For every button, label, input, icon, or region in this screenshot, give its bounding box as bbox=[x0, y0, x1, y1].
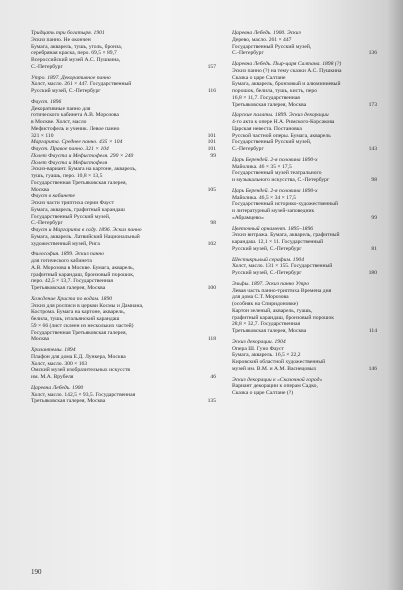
catalog-entry bbox=[31, 75, 216, 95]
entry-line: Государственная Третьяковская галерея, bbox=[31, 179, 127, 186]
entry-line: для дома С.Т. Морозова bbox=[232, 294, 289, 301]
entry-title: Царевна Лебедь. Пыр-царя Салтана. 1898 (?) bbox=[232, 61, 342, 67]
entry-title: Цветочный орнамент. 1895–1896 bbox=[232, 225, 314, 232]
entry-page-number: 102 bbox=[207, 240, 216, 247]
entry-title: Тридцать три богатыря. 1901 bbox=[31, 30, 105, 36]
entry-page-number: 98 bbox=[371, 177, 377, 183]
entry-page-number: 118 bbox=[207, 336, 216, 343]
entry-title: Фауст в кабинете bbox=[31, 193, 76, 200]
catalog-entry bbox=[232, 188, 377, 222]
entry-page-number: 173 bbox=[368, 101, 377, 108]
catalog-entry bbox=[31, 139, 216, 146]
catalog-entry bbox=[232, 226, 377, 253]
entry-line: Бумага, акварель, графитный карандаш bbox=[31, 206, 125, 213]
entry-page-number: 46 bbox=[210, 374, 216, 380]
entry-line: Третьяковская галерея, Москва bbox=[232, 328, 307, 334]
entry-line: (особняк на Спиридоновке) bbox=[232, 301, 298, 307]
entry-line: Русской частной оперы. Бумага, акварель bbox=[232, 132, 331, 139]
entry-line: Опера Ш. Гуно Фауст bbox=[232, 345, 284, 352]
entry-line: Холст, масло. 300 × 163 bbox=[31, 360, 88, 367]
entry-line: перо. 42,5 × 13,7. Государственная bbox=[31, 278, 113, 285]
entry-title: Царевна Лебедь. 1900. Эскиз bbox=[232, 30, 301, 36]
entry-page-number: 100 bbox=[207, 285, 216, 291]
entry-line: Русский музей, С.-Петербург bbox=[31, 88, 101, 94]
entry-line: Эскиз витража. Бумага, акварель, графитный bbox=[232, 232, 340, 239]
entry-line: Государственный музей театрального bbox=[232, 170, 322, 177]
entry-line: Декоративные панно для bbox=[31, 105, 91, 112]
entry-line: Картон зеленый, акварель, гуашь, bbox=[232, 307, 313, 314]
entry-line: графитный карандаш, бронзовый порошок, bbox=[31, 271, 135, 278]
catalog-entry bbox=[31, 296, 216, 343]
entry-line: Бумага, акварель. 16,5 × 22,2 bbox=[232, 352, 301, 359]
catalog-entry bbox=[31, 227, 216, 247]
entry-line: 59 × 66 (лист склеен из нескольких частей) bbox=[31, 322, 134, 329]
entry-line: Холст, масло. 142,5 × 93,5. Государственная bbox=[31, 391, 136, 398]
entry-title: Эльфы. 1897. Эскиз панно Утро bbox=[232, 280, 310, 287]
catalog-entry bbox=[232, 157, 377, 184]
entry-line: Эскиз части триптиха серии Фауст bbox=[31, 200, 115, 206]
entry-title: Фауст и Маргарита в саду. 1896. Эскиз панно bbox=[31, 227, 142, 233]
entry-title: Фауст. 1896 bbox=[31, 98, 62, 105]
entry-line: Бумага, акварель, тушь, уголь, бронза, bbox=[31, 43, 123, 50]
entry-line: им. М.А. Врубеля bbox=[31, 374, 74, 380]
catalog-entry bbox=[232, 61, 377, 108]
entry-line: Эскиз панно. Не окончен bbox=[31, 36, 91, 43]
catalog-entry bbox=[31, 347, 216, 381]
catalog-entry bbox=[232, 257, 377, 277]
entry-page-number: 143 bbox=[368, 146, 377, 152]
entry-line: и музыкального искусства, С.-Петербург bbox=[232, 177, 330, 183]
entry-title: Эскиз декорации. 1904 bbox=[232, 338, 286, 345]
entry-page-number: 180 bbox=[368, 270, 377, 276]
entry-line: Третьяковская галерея, Москва bbox=[31, 285, 106, 291]
entry-line: Государственная Третьяковская галерея, bbox=[31, 329, 127, 336]
left-column bbox=[31, 30, 216, 405]
entry-line: Третьяковская галерея, Москва bbox=[232, 101, 307, 108]
catalog-entry bbox=[31, 160, 216, 194]
entry-line: Всероссийский музей А.С. Пушкина, bbox=[31, 57, 121, 63]
right-column bbox=[232, 30, 377, 397]
entry-title: Шестикрылый серафим. 1904 bbox=[232, 256, 304, 263]
catalog-entry bbox=[31, 153, 216, 160]
entry-page-number: 98 bbox=[210, 220, 216, 227]
entry-line: музей им. В.М. и А.М. Васнецовых bbox=[232, 365, 317, 372]
entry-title: Хризантемы. 1894 bbox=[31, 347, 76, 353]
entry-page-number: 136 bbox=[368, 50, 377, 57]
entry-line: Бумага, акварель, бронзовый и алюминиевый bbox=[232, 81, 341, 88]
entry-page-number: 116 bbox=[207, 88, 216, 94]
entry-line: карандаш. 12,1 × 11. Государственный bbox=[232, 239, 324, 245]
entry-line: в Москве. Холст, масло bbox=[31, 119, 87, 125]
entry-line: Русский музей, С.-Петербург bbox=[232, 270, 302, 276]
entry-title: Маргарита. Среднее панно. 435 × 104 bbox=[31, 139, 123, 146]
entry-line: Эскиз панно (?) на тему сказки А.С. Пушкина bbox=[232, 67, 342, 74]
entry-line: порошок, белила, тушь, кисть, перо bbox=[232, 88, 317, 94]
entry-line: серебряная краска, перо. 69,5 × 89,7 bbox=[31, 50, 117, 57]
entry-line: Государственный Русский музей, bbox=[31, 213, 111, 220]
entry-line: А.В. Морозова в Москве. Бумага, акварель, bbox=[31, 264, 135, 271]
entry-page-number: 81 bbox=[371, 245, 377, 252]
entry-title: Философия. 1899. Эскиз панно bbox=[31, 251, 104, 258]
catalog-entry bbox=[232, 377, 377, 397]
catalog-entry bbox=[232, 339, 377, 373]
entry-line: Москва bbox=[31, 186, 50, 193]
entry-line: белила, тушь, итальянский карандаш bbox=[31, 316, 120, 322]
catalog-entry bbox=[232, 30, 377, 57]
entry-line: Бумага, акварель. Латвийский Национальный bbox=[31, 233, 140, 240]
entry-line: 321 × 110 bbox=[31, 132, 54, 139]
entry-page-number: 105 bbox=[207, 186, 216, 193]
entry-line: Государственный Русский музей, bbox=[232, 43, 312, 50]
entry-line: Сказка о царе Салтане (?) bbox=[232, 390, 294, 396]
entry-page-number: 99 bbox=[371, 214, 377, 221]
entry-line: Майолика. 46 × 35 × 17,5 bbox=[232, 163, 292, 170]
entry-line: Холст, масло. 131 × 155. Государственный bbox=[232, 263, 333, 270]
entry-title: Хождение Христа по водам. 1890 bbox=[31, 295, 113, 302]
entry-title: Полет Фауста и Мефистофеля. 290 × 240 bbox=[31, 152, 134, 159]
entry-title: Царь Берендей. 2-я половина 1890-х bbox=[232, 156, 318, 163]
entry-line: графитный карандаш, бронзовый порошок bbox=[232, 314, 335, 321]
catalog-entry bbox=[31, 99, 216, 140]
entry-line: Кострома. Бумага на картоне, акварель, bbox=[31, 309, 126, 316]
entry-line: С.-Петербург bbox=[232, 146, 264, 152]
entry-line: и литературный музей-заповедник bbox=[232, 208, 315, 214]
entry-line: Сказка о царе Салтане bbox=[232, 74, 286, 81]
entry-line: 16,8 × 11,7. Государственная bbox=[232, 94, 300, 101]
entry-line: 28,8 × 32,7. Государственная bbox=[232, 321, 301, 328]
entry-line: Левая часть панно-триптиха Времена дня bbox=[232, 287, 332, 294]
entry-line: Кировский областной художественный bbox=[232, 359, 326, 365]
entry-title: Эскиз декорации к «Сказочной город» bbox=[232, 376, 323, 383]
entry-line: Холст, масло. 261 × 447. Государственный bbox=[31, 81, 132, 88]
entry-line: Эскиз-вариант. Бумага на картоне, акварель, bbox=[31, 166, 137, 173]
entry-line: Государственный историко-художественный bbox=[232, 201, 339, 208]
entry-page-number: 99 bbox=[210, 152, 216, 159]
entry-title: Утро. 1897. Декоративное панно bbox=[31, 74, 111, 81]
entry-page-number: 114 bbox=[368, 328, 377, 334]
entry-title: Царские палаты. 1899. Эскиз декорации bbox=[232, 112, 329, 119]
entry-line: С.-Петербург bbox=[31, 220, 63, 227]
entry-line: художественный музей, Рига bbox=[31, 240, 100, 247]
entry-line: Дерево, масло. 261 × 447 bbox=[232, 36, 292, 43]
entry-line: Майолика. 46,5 × 34 × 17,5 bbox=[232, 194, 296, 201]
entry-line: Вариант декорации к операм Садко, bbox=[232, 383, 318, 390]
entry-page-number: 146 bbox=[368, 365, 377, 372]
entry-line: 4-го акта к опере Н.А. Римского-Корсакова bbox=[232, 119, 335, 125]
entry-line: Мефистофель и ученик. Левое панно bbox=[31, 125, 120, 132]
entry-line: Москва bbox=[31, 336, 50, 343]
catalog-entry bbox=[31, 251, 216, 292]
entry-title: Полет Фауста и Мефистофеля bbox=[31, 159, 108, 166]
entry-page-number: 101 bbox=[207, 132, 216, 139]
entry-page-number: 101 bbox=[207, 146, 216, 152]
entry-page-number: 157 bbox=[207, 63, 216, 70]
entry-line: Русский музей, С.-Петербург bbox=[232, 245, 302, 252]
entry-line: Эскиз для росписи в церкви Космы и Дамиана, bbox=[31, 302, 144, 309]
entry-line: Третьяковская галерея, Москва bbox=[31, 398, 106, 405]
catalog-entry bbox=[31, 193, 216, 227]
entry-line: Плафон для дома Е.Д. Лункера, Москва bbox=[31, 353, 126, 360]
entry-page-number: 135 bbox=[207, 398, 216, 405]
entry-line: «Абрамцево» bbox=[232, 214, 264, 221]
catalog-entry bbox=[232, 112, 377, 153]
entry-line: готического кабинета А.В. Морозова bbox=[31, 112, 119, 119]
entry-line: С.-Петербург bbox=[232, 50, 264, 57]
catalog-entry bbox=[232, 281, 377, 335]
entry-line: Государственный Русский музей, bbox=[232, 139, 312, 146]
entry-line: для готического кабинета bbox=[31, 258, 92, 264]
entry-line: Омский музей изобразительных искусств bbox=[31, 367, 131, 374]
entry-page-number: 101 bbox=[207, 139, 216, 146]
entry-title: Фауст. Правое панно. 321 × 104 bbox=[31, 146, 109, 152]
catalog-entry bbox=[31, 30, 216, 71]
entry-line: Царская невеста. Постановка bbox=[232, 125, 302, 132]
entry-line: С.-Петербург bbox=[31, 63, 63, 70]
catalog-entry bbox=[31, 385, 216, 405]
entry-line: тушь, гуашь, перо. 10,8 × 13,5 bbox=[31, 173, 103, 179]
entry-title: Царь Берендей. 2-я половина 1890-х bbox=[232, 187, 318, 194]
page-number: 190 bbox=[31, 568, 42, 576]
catalog-entry bbox=[31, 146, 216, 153]
entry-title: Царевна Лебедь. 1900 bbox=[31, 384, 84, 391]
